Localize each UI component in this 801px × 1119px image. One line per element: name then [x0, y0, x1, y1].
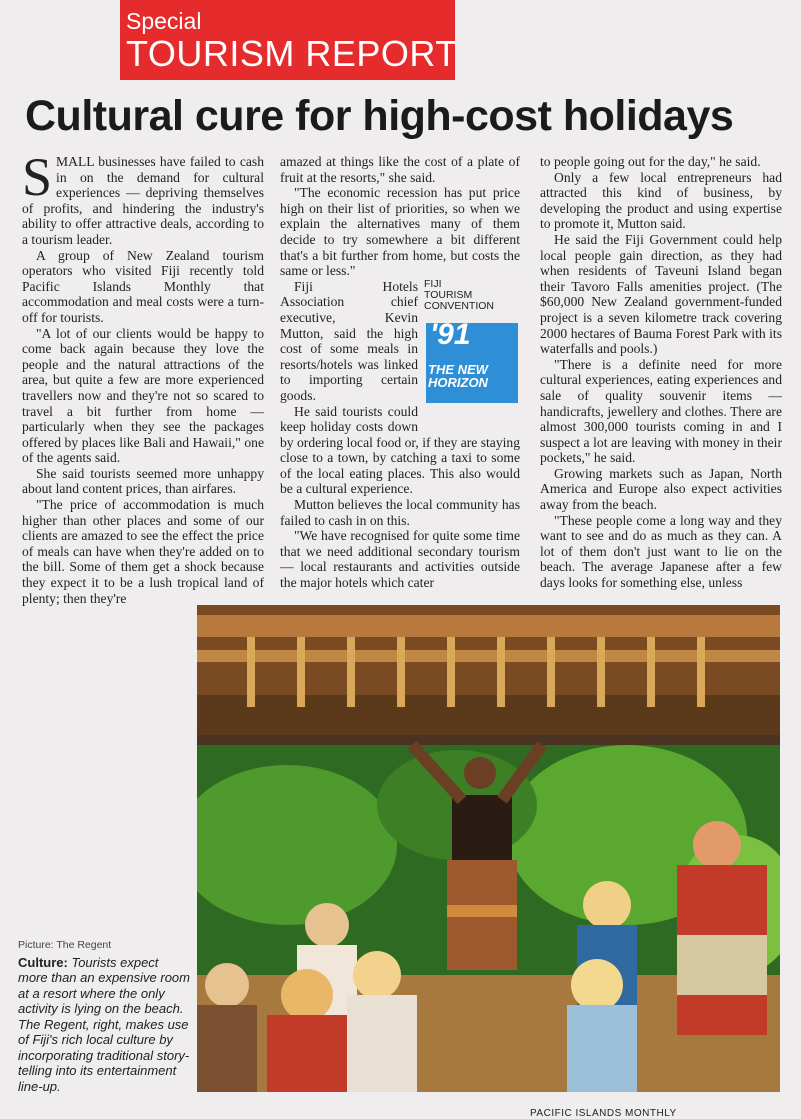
paragraph: "We have recognised for quite some time that we need additional secondary tourism — local restaurants and activities outside the major hotels which cater — [280, 528, 520, 591]
article-column-2 — [280, 154, 520, 591]
logo-line-2: TOURISM — [424, 288, 473, 301]
article-headline: Cultural cure for high-cost holidays — [25, 92, 734, 140]
photo-caption — [18, 938, 190, 1094]
article-column-1 — [22, 147, 264, 606]
photo-illustration — [197, 605, 780, 1092]
paragraph: She said tourists seemed more unhappy about land content prices, than airfares. — [22, 465, 264, 497]
section-title: TOURISM REPORT — [126, 33, 458, 74]
caption-label: Culture: — [18, 954, 68, 970]
paragraph: "There is a definite need for more cultural experiences, eating experiences and sale of quality souvenir items — handicrafts, jewellery and clothes. There are almost 300,000 tourists coming in and I suspect a lot are leaving with money in their pockets," he said. — [540, 356, 782, 466]
paragraph: to people going out for the day," he said. — [540, 154, 761, 169]
lead-paragraph — [22, 147, 264, 248]
logo-line-3: CONVENTION — [424, 299, 495, 312]
drop-cap: S — [22, 147, 53, 207]
logo-year: '91 — [430, 317, 471, 351]
paragraph: Mutton believes the local community has failed to cash in on this. — [280, 497, 520, 528]
logo-phrase-1: THE NEW — [428, 361, 488, 377]
paragraph: "These people come a long way and they want to see and do as much as they can. A lot of them don't just want to lie on the beach. The average Japanese after a few days looks for something else, unless — [540, 512, 782, 591]
section-banner — [120, 0, 458, 80]
paragraph: Fiji Hotels Association chief executive, Kevin Mutton, said the high cost of some meals in resorts/hotels was linked to importing certain goods. — [280, 278, 418, 403]
convention-logo — [424, 279, 520, 421]
cultural-performance-photo — [197, 605, 780, 1092]
lead-text: MALL businesses have failed to cash in on the demand for cultural experiences — depriving themselves of profits, and hindering the industry's ability to offer attractive deals, according to a tourism leader. — [22, 154, 264, 247]
paragraph: A group of New Zealand tourism operators who visited Fiji recently told Pacific Islands Monthly that accommodation and meal costs were a turn-off for tourists. — [22, 247, 264, 325]
paragraph: Only a few local entrepreneurs had attracted this kind of business, by developing the product and using expertise to promote it, Mutton said. — [540, 169, 782, 232]
paragraph: "The economic recession has put price high on their list of priorities, so when we explain the alternatives many of them decide to try somewhere a bit different that's a bit further from home, but costs the same or less." — [280, 185, 520, 279]
paragraph: He said tourists could keep holiday costs down by ordering local food or, if they are staying close to a town, by catching a taxi to some of the local eating places. This also would be a cultural experience. — [280, 403, 520, 497]
paragraph: "A lot of our clients would be happy to come back again because they love the people and the natural attractions of the area, but quite a few are more experienced travellers now and they're not so scared to travel a bit further from home — particularly when they see the packages offered by places like Bali and Hawaii," one of the agents said. — [22, 325, 264, 466]
paragraph: amazed at things like the cost of a plate of fruit at the resorts," she said. — [280, 154, 520, 185]
paragraph: "The price of accommodation is much higher than other places and some of our clients are amazed to see the effect the price of meals can have when they're added on to the bill. Some of them get a shock because they expect it to be a lush tropical land of plenty; then they're — [22, 497, 264, 606]
section-kicker: Special — [126, 8, 202, 34]
article-column-3 — [540, 154, 782, 591]
logo-phrase — [428, 363, 488, 389]
logo-line-1: FIJI — [424, 277, 442, 290]
paragraph: He said the Fiji Government could help local people gain direction, as they had when residents of Taveuni Island began their Tavoro Falls amenities project. (The $60,000 New Zealand government-funded project is a seven kilometre track covering 2000 hectares of Bauma Forest Park with its waterfalls and pools.) — [540, 231, 782, 357]
page-footer: PACIFIC ISLANDS MONTHLY — [530, 1108, 677, 1119]
paragraph: Growing markets such as Japan, North America and Europe also expect activities away from the beach. — [540, 465, 782, 513]
logo-phrase-2: HORIZON — [428, 374, 488, 390]
caption-text: Tourists expect more than an expensive room at a resort where the only activity is lying on the beach. The Regent, right, makes use of Fiji's rich local culture by incorporating traditional story-telling into its entertainment line-up. — [18, 954, 190, 1094]
photo-credit: Picture: The Regent — [18, 939, 112, 951]
